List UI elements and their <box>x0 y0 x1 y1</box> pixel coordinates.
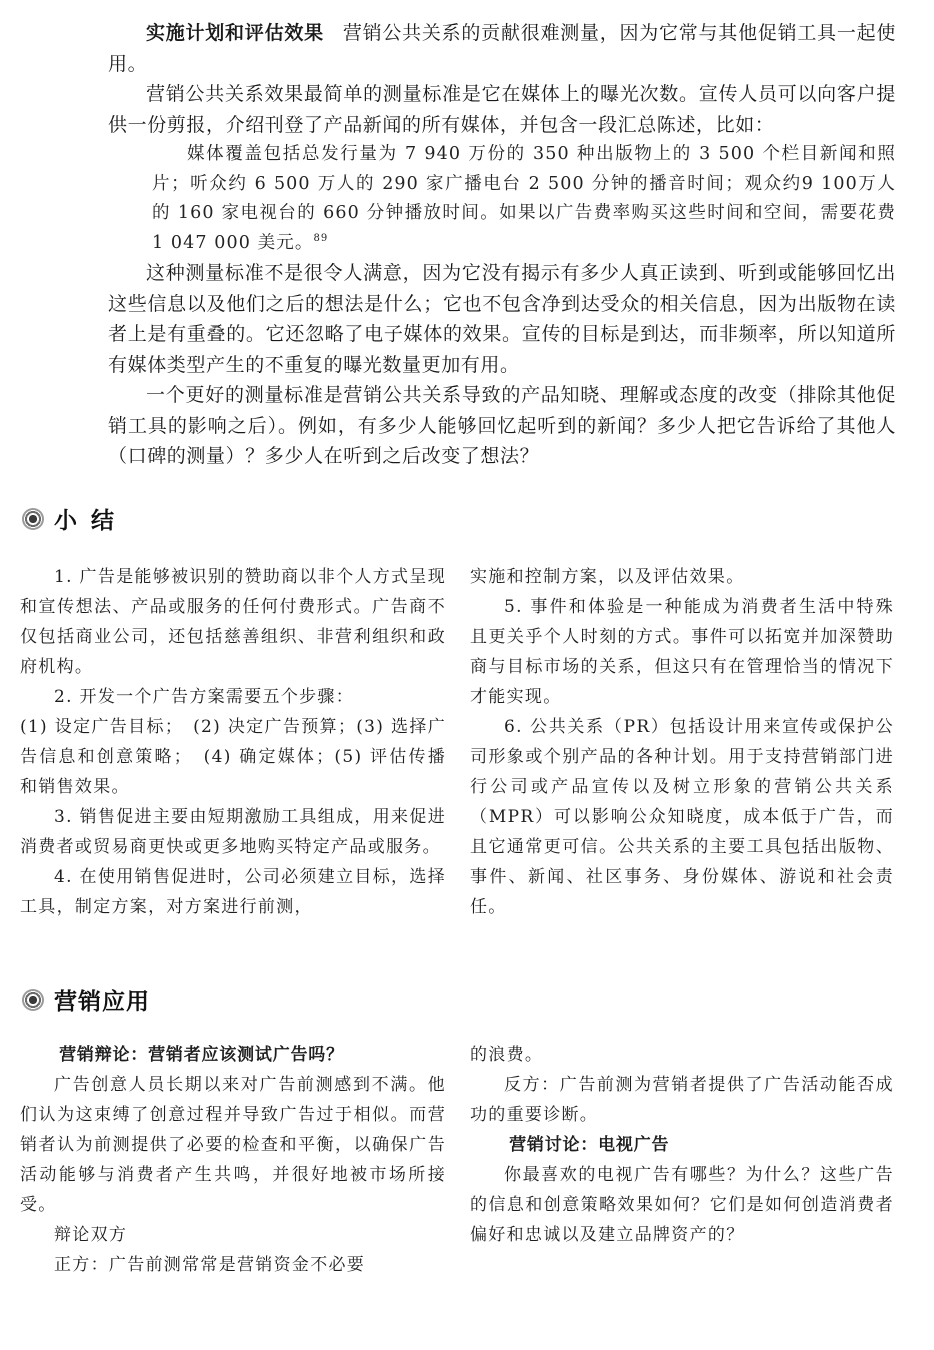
summary-point: 6. 公共关系（PR）包括设计用来宣传或保护公司形象或个别产品的各种计划。用于支持营销部门进行公司或产品宣传以及树立形象的营销公共关系（MPR）可以影响公众知晓度，成本低于广告，而且它通常更可信。公共关系的主要工具包括出版物、事件、新闻、社区事务、身份媒体、游说和社会责任。 <box>470 717 894 917</box>
summary-heading <box>22 502 128 535</box>
applications-right-column <box>470 1040 894 1250</box>
applications-heading <box>22 983 150 1016</box>
summary-point: 2. 开发一个广告方案需要五个步骤： <box>54 687 355 707</box>
debate-pro: 正方：广告前测常常是营销资金不必要 <box>54 1255 366 1275</box>
paragraph: 营销公共关系效果最简单的测量标准是它在媒体上的曝光次数。宣传人员可以向客户提供一份剪报，介绍刊登了产品新闻的所有媒体，并包含一段汇总陈述，比如： <box>108 83 896 136</box>
discussion-body: 你最喜欢的电视广告有哪些？为什么？这些广告的信息和创意策略效果如何？它们是如何创造消费者偏好和忠诚以及建立品牌资产的？ <box>470 1165 894 1245</box>
mpr-evaluation-section <box>108 18 896 472</box>
circle-bullet-icon <box>22 508 44 530</box>
summary-point: 4. 在使用销售促进时，公司必须建立目标，选择工具，制定方案，对方案进行前测， <box>20 867 446 917</box>
paragraph: 一个更好的测量标准是营销公共关系导致的产品知晓、理解或态度的改变（排除其他促销工具的影响之后）。例如，有多少人能够回忆起听到的新闻？多少人把它告诉给了其他人（口碑的测量）？多少人在听到之后改变了想法？ <box>108 384 896 467</box>
circle-bullet-icon <box>22 989 44 1011</box>
debate-con: 反方：广告前测为营销者提供了广告活动能否成功的重要诊断。 <box>470 1075 894 1125</box>
summary-left-column <box>20 562 446 922</box>
quote-text: 媒体覆盖包括总发行量为 7 940 万份的 350 种出版物上的 3 500 个栏目新闻和照片；听众约 6 500 万人的 290 家广播电台 2 500 分钟的播音时间；观众约9 100万人的 160 家电视台的 660 分钟播放时间。如果以广告费率购买这些时间和空间，需要花费 1 047 000 美元。 <box>152 144 896 253</box>
summary-point: 实施和控制方案，以及评估效果。 <box>470 567 745 587</box>
paragraph-text: 营销公共关系的贡献很难测量，因为它常与其他促销工具一起使用。 <box>108 22 896 75</box>
discussion-title: 营销讨论：电视广告 <box>509 1135 670 1155</box>
summary-title: 小结 <box>54 508 128 534</box>
paragraph-intro <box>108 18 896 79</box>
debate-pro-continued: 的浪费。 <box>470 1045 544 1065</box>
summary-right-column <box>470 562 894 922</box>
paragraph: 这种测量标准不是很令人满意，因为它没有揭示有多少人真正读到、听到或能够回忆出这些信息以及他们之后的想法是什么；它也不包含净到达受众的相关信息，因为出版物在读者上是有重叠的。它还忽略了电子媒体的效果。宣传的目标是到达，而非频率，所以知道所有媒体类型产生的不重复的曝光数量更加有用。 <box>108 262 896 376</box>
quote-example <box>152 140 896 258</box>
summary-point: 1. 广告是能够被识别的赞助商以非个人方式呈现和宣传想法、产品或服务的任何付费形式。广告商不仅包括商业公司，还包括慈善组织、非营利组织和政府机构。 <box>20 567 446 677</box>
applications-left-column <box>20 1040 446 1280</box>
debate-sides-label: 辩论双方 <box>54 1225 128 1245</box>
summary-point: 5. 事件和体验是一种能成为消费者生活中特殊且更关乎个人时刻的方式。事件可以拓宽并加深赞助商与目标市场的关系，但这只有在管理恰当的情况下才能实现。 <box>470 597 894 707</box>
footnote-ref: 89 <box>313 232 329 244</box>
section-heading: 实施计划和评估效果 <box>146 22 324 44</box>
summary-point: (1) 设定广告目标； (2) 决定广告预算；(3) 选择广告信息和创意策略； (4) 确定媒体；(5) 评估传播和销售效果。 <box>20 717 446 797</box>
debate-body: 广告创意人员长期以来对广告前测感到不满。他们认为这束缚了创意过程并导致广告过于相似。而营销者认为前测提供了必要的检查和平衡，以确保广告活动能够与消费者产生共鸣，并很好地被市场所接受。 <box>20 1075 446 1215</box>
debate-title: 营销辩论：营销者应该测试广告吗？ <box>59 1045 344 1065</box>
applications-title: 营销应用 <box>54 989 150 1015</box>
summary-point: 3. 销售促进主要由短期激励工具组成，用来促进消费者或贸易商更快或更多地购买特定产品或服务。 <box>20 807 446 857</box>
